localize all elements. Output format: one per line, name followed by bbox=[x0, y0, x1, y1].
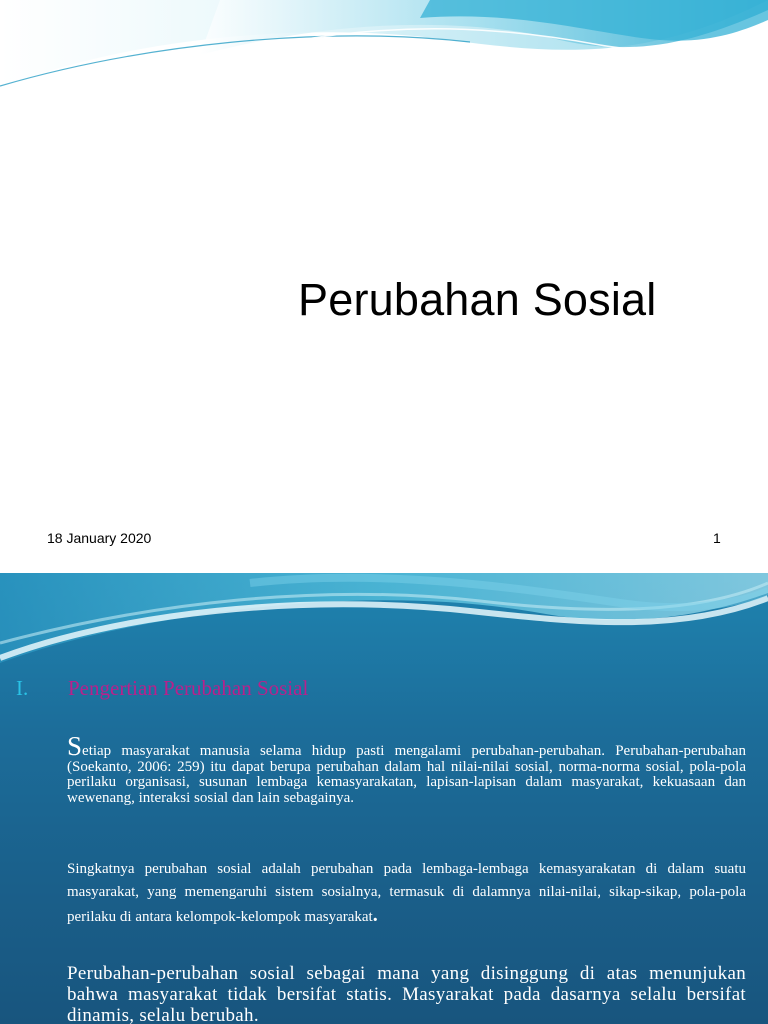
paragraph-text: Singkatnya perubahan sosial adalah perubahan pada lembaga-lembaga kemasyarakatan di dalam suatu masyarakat, yang memengaruhi sistem sosialnya, termasuk di dalamnya nilai-nilai, sikap-sikap, pola-pola perilaku di antara kelompok-kelompok masyarakat bbox=[67, 861, 746, 925]
paragraph-summary bbox=[67, 858, 746, 929]
paragraph-end-mark: . bbox=[372, 904, 378, 926]
paragraph-text: etiap masyarakat manusia selama hidup pasti mengalami perubahan-perubahan. Perubahan-perubahan (Soekanto, 2006: 259) itu dapat berupa perubahan dalam hal nilai-nilai sosial, norma-norma sosial, pola-pola perilaku organisasi, susunan lembaga kemasyarakatan, lapisan-lapisan dalam masyarakat, kekuasaan dan wewenang, interaksi sosial dan lain sebagainya. bbox=[67, 743, 746, 806]
slide-date: 18 January 2020 bbox=[47, 530, 152, 546]
section-title: Pengertian Perubahan Sosial bbox=[68, 676, 309, 700]
header-wave-decoration bbox=[0, 573, 768, 673]
header-wave-decoration bbox=[0, 0, 768, 90]
content-slide bbox=[0, 573, 768, 1024]
section-heading bbox=[16, 676, 308, 701]
section-number: I. bbox=[16, 676, 29, 700]
slide-page-number: 1 bbox=[713, 530, 721, 546]
slide-title: Perubahan Sosial bbox=[298, 274, 657, 325]
paragraph-dynamics: Perubahan-perubahan sosial sebagai mana yang disinggung di atas menunjukan bahwa masyarakat tidak bersifat statis. Masyarakat pada dasarnya selalu bersifat dinamis, selalu berubah. bbox=[67, 963, 746, 1024]
paragraph-definition bbox=[67, 731, 746, 806]
paragraph-dropcap: S bbox=[67, 731, 83, 761]
